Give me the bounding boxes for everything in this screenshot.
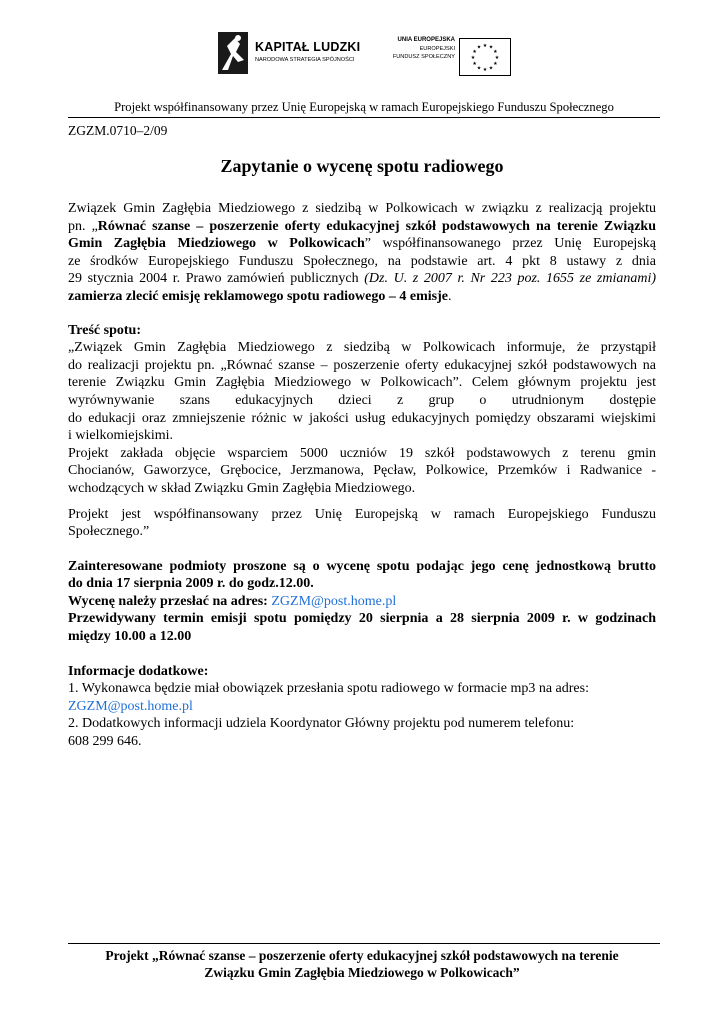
footer-line-2: Związku Gmin Zagłębia Miedziowego w Polkowicach” bbox=[204, 965, 520, 980]
svg-text:★: ★ bbox=[488, 65, 494, 72]
offer-line-2: do dnia 17 sierpnia 2009 r. do godz.12.00. bbox=[68, 576, 314, 592]
svg-text:★: ★ bbox=[494, 55, 500, 61]
offer-email-link[interactable]: ZGZM@post.home.pl bbox=[271, 593, 397, 609]
offer-line-1: Zainteresowane podmioty proszone są o wycenę spotu podając jego cenę jednostkową brutto bbox=[68, 558, 656, 574]
svg-text:★: ★ bbox=[472, 61, 477, 67]
additional-heading: Informacje dodatkowe: bbox=[68, 663, 209, 679]
document-body bbox=[68, 200, 656, 751]
spot-line-11: Społecznego.” bbox=[68, 524, 150, 540]
spot-line-7: Projekt zakłada objęcie wsparciem 5000 uczniów 19 szkół podstawowych z terenu gmin bbox=[68, 445, 656, 461]
logo-bar bbox=[0, 28, 724, 78]
spot-line-10: Projekt jest współfinansowany przez Unię Europejską w ramach Europejskiego Funduszu bbox=[68, 506, 656, 522]
intro-line-5: 29 stycznia 2004 r. Prawo zamówień publicznych (Dz. U. z 2007 r. Nr 223 poz. 1655 ze zmianami) bbox=[68, 271, 657, 287]
spot-line-3: terenie Związku Gmin Zagłębia Miedziowego w Polkowicach”. Celem głównym projektu jest bbox=[68, 375, 656, 391]
offer-line-5: między 10.00 a 12.00 bbox=[68, 629, 192, 645]
additional-item-1: 1. Wykonawca będzie miał obowiązek przesłania spotu radiowego w formacie mp3 na adres: bbox=[68, 681, 589, 697]
svg-text:★: ★ bbox=[476, 65, 482, 72]
spot-line-5: do edukacji oraz zmniejszenie różnic w jakości usług edukacyjnych pomiędzy obszarami wiejskimi bbox=[68, 410, 656, 426]
kapital-ludzki-title: KAPITAŁ LUDZKI bbox=[255, 40, 361, 54]
offer-line-4: Przewidywany termin emisji spotu pomiędzy 20 sierpnia a 28 sierpnia 2009 r. w godzinach bbox=[68, 611, 656, 627]
footer-divider bbox=[68, 943, 660, 944]
kapital-ludzki-logo bbox=[218, 32, 370, 74]
additional-email-link[interactable]: ZGZM@post.home.pl bbox=[68, 698, 193, 714]
additional-email-link-line bbox=[68, 698, 656, 716]
header-divider bbox=[68, 117, 660, 118]
svg-text:★: ★ bbox=[482, 67, 488, 73]
svg-text:★: ★ bbox=[488, 44, 494, 51]
eu-line-2: EUROPEJSKI bbox=[419, 45, 455, 52]
additional-item-2: 2. Dodatkowych informacji udziela Koordynator Główny projektu pod numerem telefonu: bbox=[68, 716, 575, 732]
intro-line-3: Gmin Zagłębia Miedziowego w Polkowicach” współfinansowanego przez Unię Europejską bbox=[68, 236, 656, 252]
phone-number: 608 299 646. bbox=[68, 734, 142, 750]
svg-text:★: ★ bbox=[472, 49, 477, 55]
intro-line-1: Związek Gmin Zagłębia Miedziowego z siedzibą w Polkowicach w związku z realizacją projektu bbox=[68, 201, 656, 216]
header-cofinancing-note: Projekt współfinansowany przez Unię Europejską w ramach Europejskiego Funduszu Społecznego bbox=[114, 100, 614, 114]
intro-line-4: ze środków Europejskiego Funduszu Społecznego, na podstawie art. 4 pkt 8 ustawy z dnia bbox=[68, 253, 656, 269]
spot-line-9: wchodzących w skład Związku Gmin Zagłębia Miedziowego. bbox=[68, 480, 416, 496]
spot-line-2: do realizacji projektu pn. „Równać szanse – poszerzenie oferty edukacyjnej szkół podstawowych na bbox=[68, 357, 656, 373]
svg-text:★: ★ bbox=[482, 43, 488, 49]
spot-line-6: i wielkomiejskimi. bbox=[68, 428, 173, 444]
spot-line-8: Chocianów, Gaworzyce, Grębocice, Jerzmanowa, Pęcław, Polkowice, Przemków i Radwanice - bbox=[68, 463, 656, 479]
svg-text:★: ★ bbox=[493, 61, 498, 67]
footer-line-1: Projekt „Równać szanse – poszerzenie oferty edukacyjnej szkół podstawowych na terenie bbox=[105, 948, 619, 963]
spot-line-4: wyrównywanie szans edukacyjnych dzieci z grup o utrudnionym dostępie bbox=[68, 392, 656, 408]
offer-line-3: Wycenę należy przesłać na adres: ZGZM@post.home.pl bbox=[68, 593, 397, 609]
kapital-ludzki-subtitle: NARODOWA STRATEGIA SPÓJNOŚCI bbox=[255, 57, 355, 63]
page-title: Zapytanie o wycenę spotu radiowego bbox=[220, 156, 504, 176]
eu-line-3: FUNDUSZ SPOŁECZNY bbox=[392, 54, 455, 60]
svg-text:★: ★ bbox=[470, 55, 476, 61]
eu-logo-text bbox=[385, 36, 455, 62]
spot-line-1: „Związek Gmin Zagłębia Miedziowego z siedzibą w Polkowicach informuje, że przystąpił bbox=[68, 340, 656, 356]
kapital-ludzki-emblem-icon bbox=[218, 32, 248, 74]
svg-text:★: ★ bbox=[476, 44, 482, 51]
reference-number: ZGZM.0710–2/09 bbox=[68, 123, 168, 138]
spot-heading: Treść spotu: bbox=[68, 322, 141, 338]
intro-line-6: zamierza zlecić emisję reklamowego spotu radiowego – 4 emisje. bbox=[68, 288, 452, 304]
intro-line-2: pn. „Równać szanse – poszerzenie oferty edukacyjnej szkół podstawowych na terenie Związku bbox=[68, 218, 656, 234]
eu-flag-icon bbox=[459, 38, 511, 76]
footer bbox=[68, 947, 656, 981]
eu-line-1: UNIA EUROPEJSKA bbox=[397, 37, 455, 43]
svg-text:★: ★ bbox=[493, 49, 498, 55]
